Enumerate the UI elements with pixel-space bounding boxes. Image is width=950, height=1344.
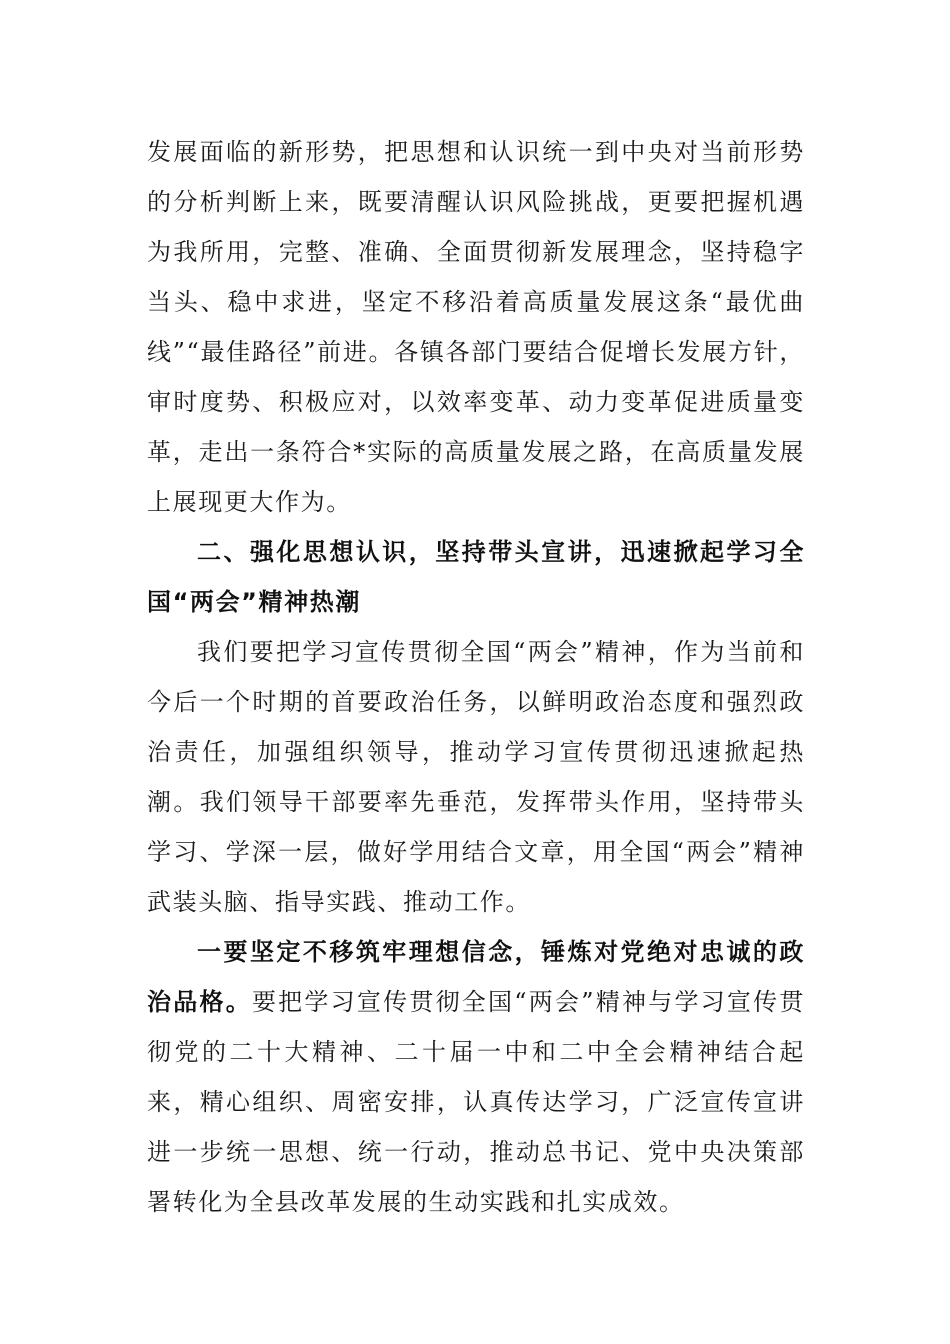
paragraph-ideals-beliefs — [147, 927, 805, 1227]
paragraph-continuation: 发展面临的新形势，把思想和认识统一到中央对当前形势的分析判断上来，既要清醒认识风险挑战，更要把握机遇为我所用，完整、准确、全面贯彻新发展理念，坚持稳字当头、稳中求进，坚定不移沿着高质量发展这条“最优曲线”“最佳路径”前进。各镇各部门要结合促增长发展方针，审时度势、积极应对，以效率变革、动力变革促进质量变革，走出一条符合*实际的高质量发展之路，在高质量发展上展现更大作为。 — [147, 138, 805, 516]
document-body — [147, 127, 805, 1227]
paragraph-body-text: 要把学习宣传贯彻全国“两会”精神与学习宣传贯彻党的二十大精神、二十届一中和二中全会精神结合起来，精心组织、周密安排，认真传达学习，广泛宣传宣讲进一步统一思想、统一行动，推动总书记、党中央决策部署转化为全县改革发展的生动实践和扎实成效。 — [147, 988, 805, 1216]
paragraph-lead-sentence: 一要坚定不移筑牢理想信念，锤炼对党绝对忠诚的政治品格。 — [147, 938, 805, 1016]
paragraph-study-campaign: 我们要把学习宣传贯彻全国“两会”精神，作为当前和今后一个时期的首要政治任务，以鲜明政治态度和强烈政治责任，加强组织领导，推动学习宣传贯彻迅速掀起热潮。我们领导干部要率先垂范，发挥带头作用，坚持带头学习、学深一层，做好学用结合文章，用全国“两会”精神武装头脑、指导实践、推动工作。 — [147, 638, 805, 916]
section-heading: 二、强化思想认识，坚持带头宣讲，迅速掀起学习全国“两会”精神热潮 — [147, 538, 805, 616]
